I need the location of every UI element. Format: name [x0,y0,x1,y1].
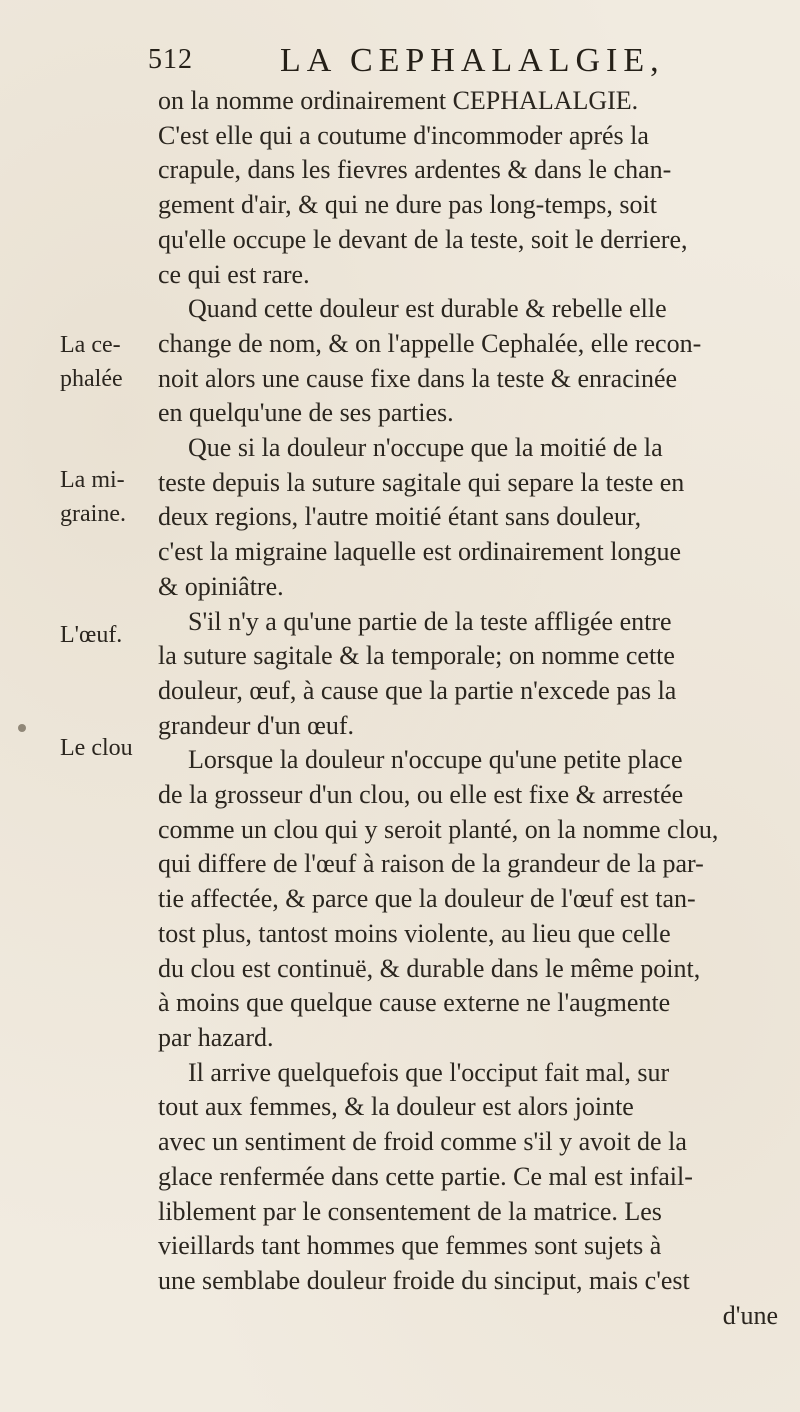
text-line: Que si la douleur n'occupe que la moitié de la [188,433,663,463]
text-line: tie affectée, & parce que la douleur de l'œuf est tan- [158,884,696,914]
text-line: du clou est continuë, & durable dans le même point, [158,953,701,983]
text-line: une semblabe douleur froide du sinciput, mais c'est [158,1265,690,1295]
text-line: c'est la migraine laquelle est ordinairement longue [158,537,682,567]
text-line: S'il n'y a qu'une partie de la teste affligée entre [188,606,672,636]
text-line: on la nomme ordinairement CEPHALALGIE. [158,86,639,115]
text-line: par hazard. [158,1022,274,1052]
margin-note-clou: Le clou [60,735,133,761]
page-header [148,42,668,82]
text-line: crapule, dans les fievres ardentes & dans le chan- [158,155,672,185]
text-line: Quand cette douleur est durable & rebelle elle [188,294,667,324]
text-line: liblement par le consentement de la matrice. Les [158,1196,662,1226]
text-line: deux regions, l'autre moitié étant sans douleur, [158,502,642,532]
margin-note-oeuf: L'œuf. [60,622,123,648]
text-line: teste depuis la suture sagitale qui separe la teste en [158,467,685,497]
text-line: glace renfermée dans cette partie. Ce mal est infail- [158,1161,693,1191]
text-line: avec un sentiment de froid comme s'il y avoit de la [158,1127,687,1157]
text-line: vieillards tant hommes que femmes sont sujets à [158,1231,662,1261]
text-line: tout aux femmes, & la douleur est alors jointe [158,1092,634,1122]
text-line: en quelqu'une de ses parties. [158,398,454,428]
margin-note-migraine-2: graine. [60,501,126,527]
margin-note-cephalee-1: La ce- [60,332,121,358]
page-number: 512 [148,44,193,75]
text-line: Lorsque la douleur n'occupe qu'une petite place [188,745,683,775]
margin-note-migraine-1: La mi- [60,467,125,493]
text-line: ce qui est rare. [158,259,310,289]
catchword: d'une [722,1300,778,1330]
text-line: C'est elle qui a coutume d'incommoder aprés la [158,120,649,150]
text-line: douleur, œuf, à cause que la partie n'excede pas la [158,675,677,705]
text-line: change de nom, & on l'appelle Cephalée, elle recon- [158,328,702,358]
text-line: comme un clou qui y seroit planté, on la nomme clou, [158,814,719,844]
running-title: LA CEPHALALGIE, [280,42,665,79]
body-text [158,84,788,1333]
text-line: gement d'air, & qui ne dure pas long-temps, soit [158,190,657,220]
margin-note-cephalee-2: phalée [60,366,123,392]
text-line: qu'elle occupe le devant de la teste, soit le derriere, [158,224,688,254]
text-line: à moins que quelque cause externe ne l'augmente [158,988,671,1018]
text-line: Il arrive quelquefois que l'occiput fait mal, sur [188,1057,670,1087]
text-line: qui differe de l'œuf à raison de la grandeur de la par- [158,849,704,879]
ink-speck [18,724,26,732]
text-line: & opiniâtre. [158,571,284,601]
text-line: grandeur d'un œuf. [158,710,355,740]
text-line: de la grosseur d'un clou, ou elle est fixe & arrestée [158,780,684,810]
text-line: tost plus, tantost moins violente, au lieu que celle [158,918,671,948]
text-line: noit alors une cause fixe dans la teste & enracinée [158,363,678,393]
text-line: la suture sagitale & la temporale; on nomme cette [158,641,675,671]
